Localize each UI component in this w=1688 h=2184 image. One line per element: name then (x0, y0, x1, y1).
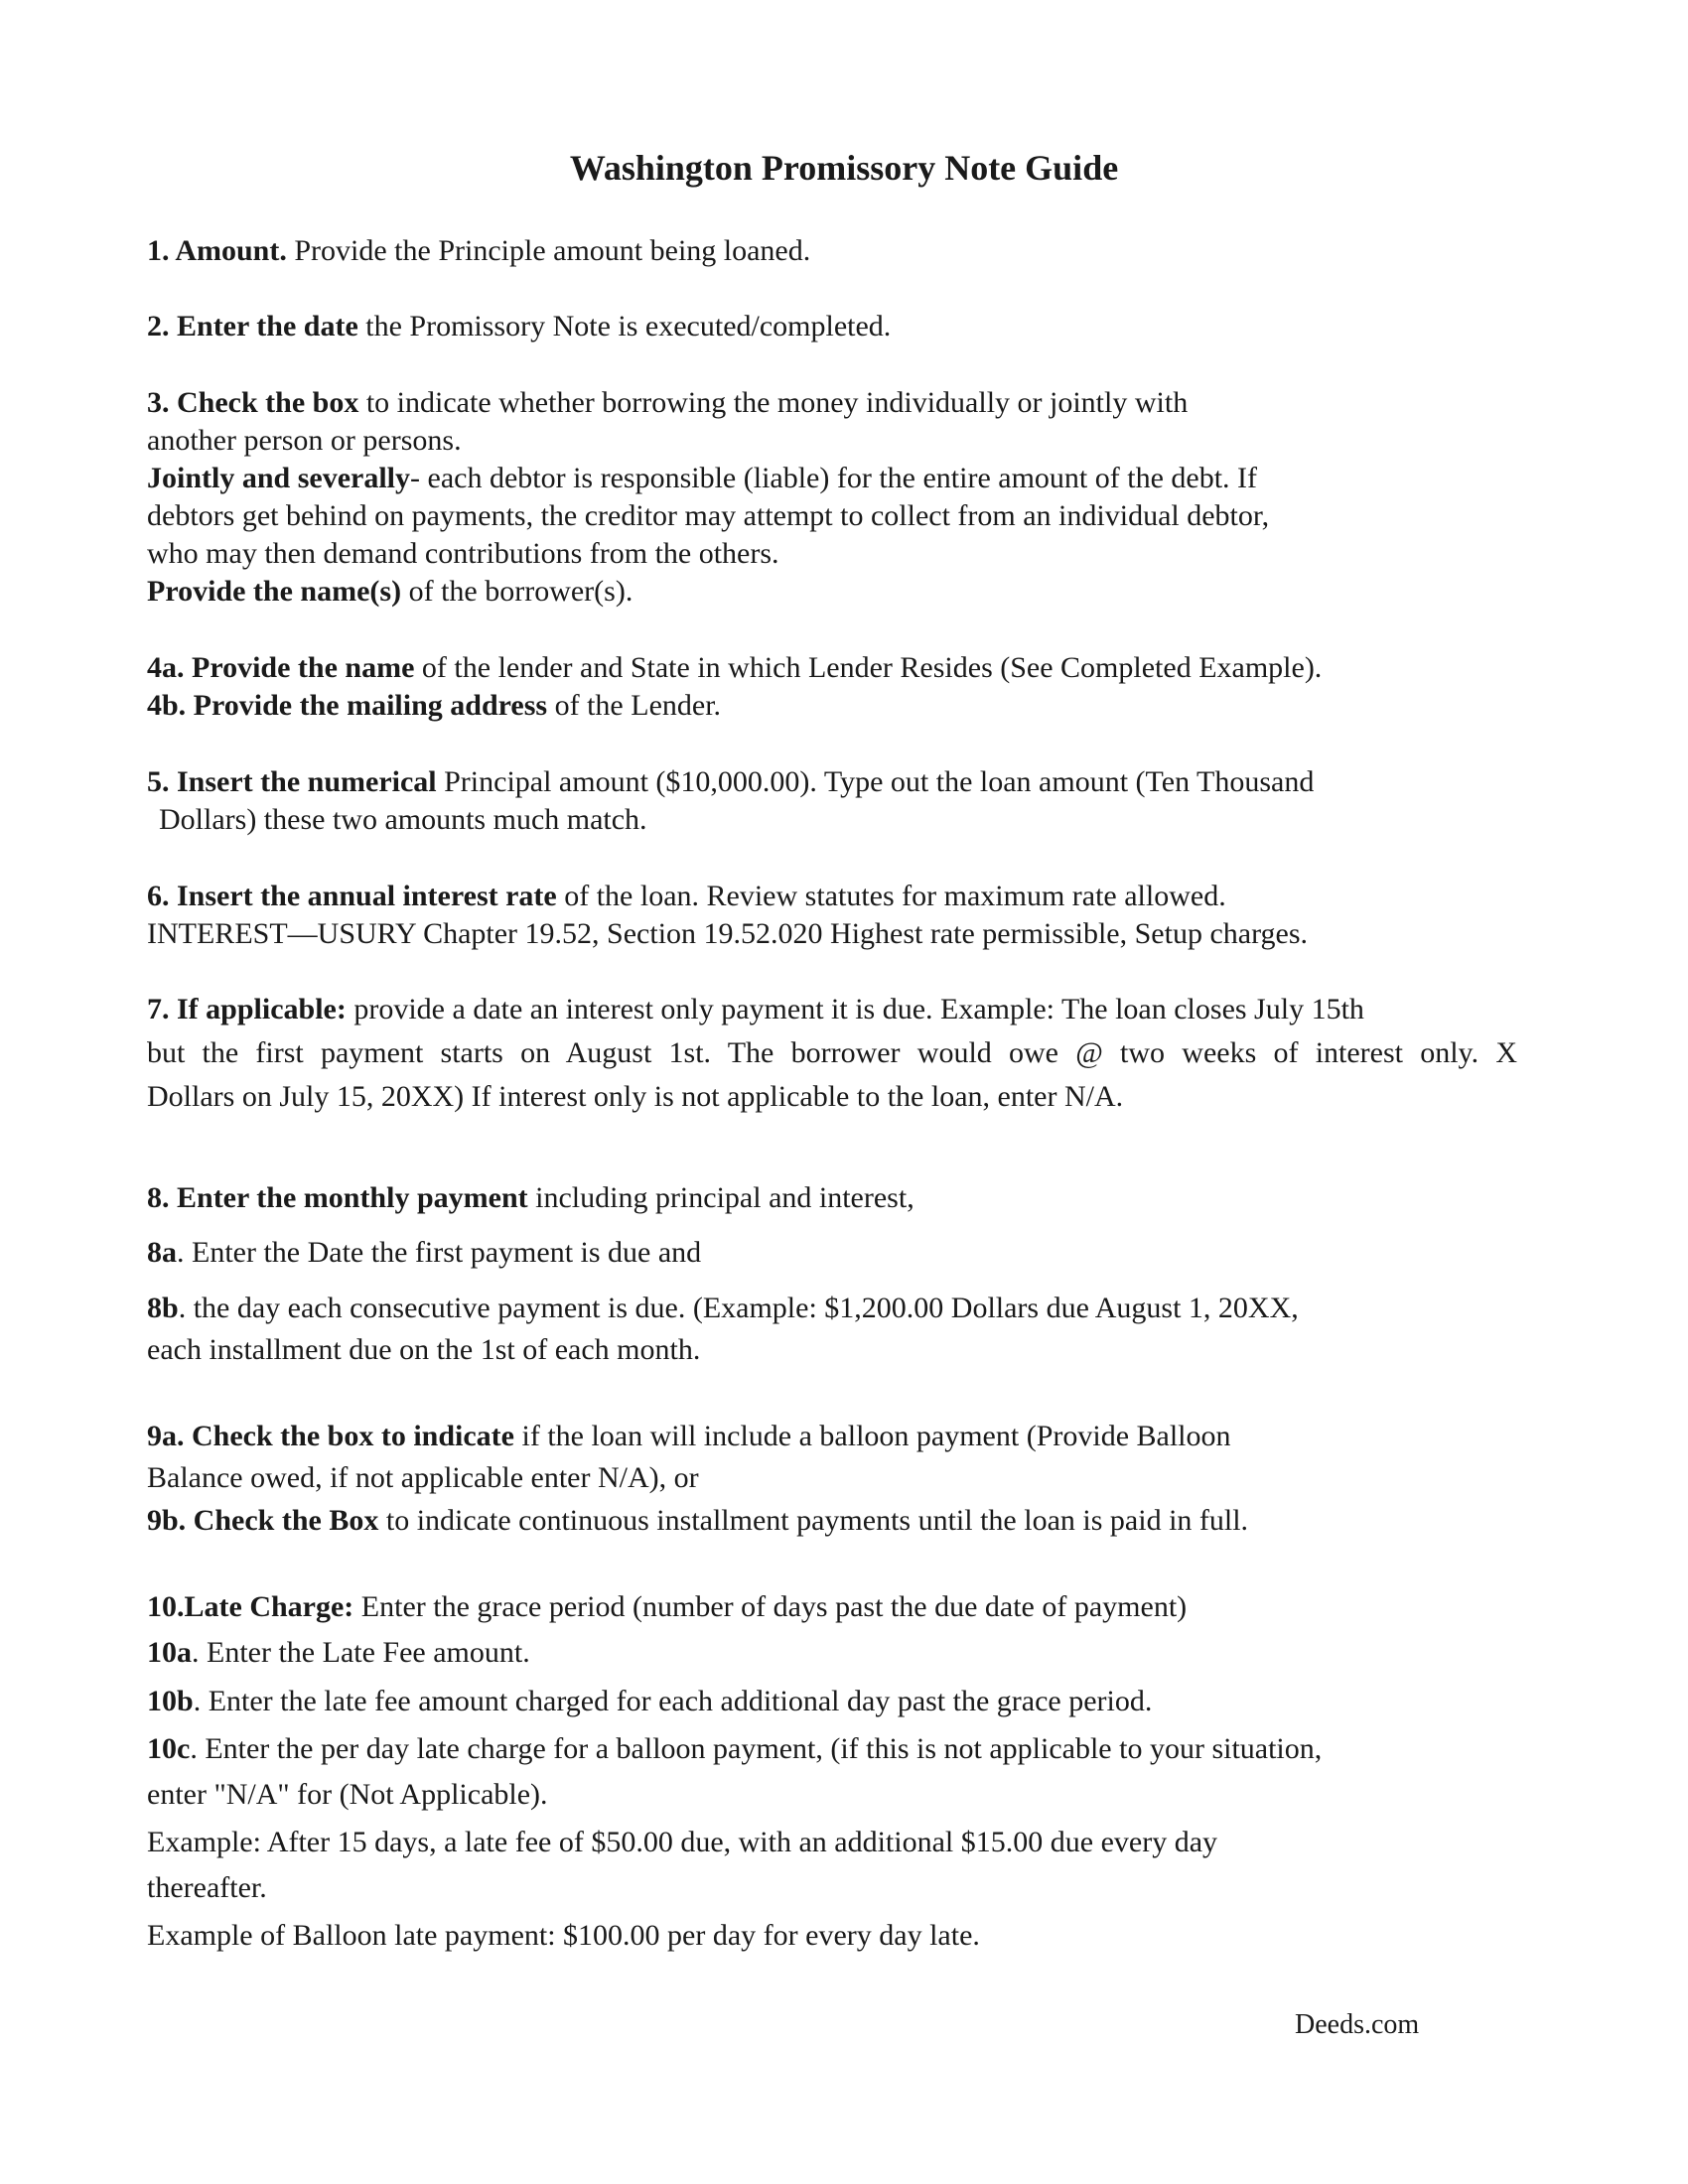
item-3-label: 3. Check the box (147, 386, 359, 419)
item-5-text: Principal amount ($10,000.00). Type out the loan amount (Ten Thousand (436, 765, 1315, 798)
item-10c-text: . Enter the per day late charge for a balloon payment, (if this is not applicable to your situation, (190, 1732, 1323, 1765)
item-7-text: provide a date an interest only payment it is due. Example: The loan closes July 15th (346, 993, 1364, 1025)
item-8-label: 8. Enter the monthly payment (147, 1181, 528, 1214)
jointly-severally-label: Jointly and severally (147, 462, 411, 494)
item-4a-label: 4a. Provide the name (147, 651, 415, 684)
item-7-line3: Dollars on July 15, 20XX) If interest only is not applicable to the loan, enter N/A. (147, 1080, 1124, 1113)
borrower-name-label: Provide the name(s) (147, 575, 402, 608)
item-3-text-line2: another person or persons. (147, 424, 462, 457)
late-fee-example-line2: thereafter. (147, 1871, 267, 1904)
item-10b-label: 10b (147, 1685, 194, 1717)
item-10c-label: 10c (147, 1732, 191, 1765)
borrower-name-line (147, 575, 633, 609)
item-10-label: 10.Late Charge: (147, 1590, 354, 1623)
item-7-line2: but the first payment starts on August 1st. The borrower would owe @ two weeks of interest only. X (147, 1036, 1517, 1069)
item-9a-label: 9a. Check the box to indicate (147, 1420, 514, 1452)
item-3-text: to indicate whether borrowing the money individually or jointly with (358, 386, 1189, 419)
item-2-label: 2. Enter the date (147, 310, 358, 342)
borrower-name-text: of the borrower(s). (401, 575, 633, 608)
item-10a-late-fee (147, 1636, 530, 1670)
item-10b-text: . Enter the late fee amount charged for each additional day past the grace period. (193, 1685, 1153, 1717)
item-7-label: 7. If applicable: (147, 993, 347, 1025)
jointly-severally-line2: debtors get behind on payments, the creditor may attempt to collect from an individual debtor, (147, 499, 1270, 532)
item-4a-lender-name (147, 651, 1322, 685)
item-4b-label: 4b. Provide the mailing address (147, 689, 548, 722)
item-1-label: 1. Amount. (147, 234, 287, 267)
item-9a-line2: Balance owed, if not applicable enter N/A), or (147, 1461, 699, 1494)
item-7-interest-only (147, 993, 1364, 1026)
item-10a-text: . Enter the Late Fee amount. (192, 1636, 530, 1669)
item-5-line2: Dollars) these two amounts much match. (159, 803, 647, 836)
item-6-line2: INTEREST—USURY Chapter 19.52, Section 19.52.020 Highest rate permissible, Setup charges. (147, 917, 1309, 950)
page-title: Washington Promissory Note Guide (569, 148, 1119, 188)
item-8a-text: . Enter the Date the first payment is due and (177, 1236, 702, 1269)
item-6-label: 6. Insert the annual interest rate (147, 880, 557, 912)
item-4b-text: of the Lender. (547, 689, 722, 722)
item-3-check-box (147, 386, 1188, 420)
item-10c-line2: enter "N/A" for (Not Applicable). (147, 1778, 548, 1811)
item-2-date (147, 310, 891, 343)
balloon-late-example: Example of Balloon late payment: $100.00 per day for every day late. (147, 1919, 980, 1952)
item-9a-balloon (147, 1420, 1231, 1453)
item-8b-consecutive-payment (147, 1292, 1299, 1325)
item-8b-label: 8b (147, 1292, 179, 1324)
jointly-severally-text: - each debtor is responsible (liable) for the entire amount of the debt. If (410, 462, 1258, 494)
item-10-late-charge (147, 1590, 1187, 1624)
late-fee-example: Example: After 15 days, a late fee of $50.00 due, with an additional $15.00 due every day (147, 1826, 1218, 1858)
item-6-interest-rate (147, 880, 1226, 913)
item-5-label: 5. Insert the numerical (147, 765, 437, 798)
jointly-severally-line (147, 462, 1257, 495)
item-5-principal (147, 765, 1314, 799)
item-8b-text: . the day each consecutive payment is due. (Example: $1,200.00 Dollars due August 1, 20XX, (178, 1292, 1299, 1324)
jointly-severally-line3: who may then demand contributions from the others. (147, 537, 779, 570)
item-1-text: Provide the Principle amount being loaned. (286, 234, 811, 267)
item-9b-label: 9b. Check the Box (147, 1504, 379, 1537)
item-10a-label: 10a (147, 1636, 192, 1669)
item-9a-text: if the loan will include a balloon payment (Provide Balloon (514, 1420, 1231, 1452)
item-10c-balloon-late (147, 1732, 1322, 1766)
footer-brand: Deeds.com (1295, 2009, 1420, 2040)
item-10-text: Enter the grace period (number of days past the due date of payment) (353, 1590, 1188, 1623)
item-2-text: the Promissory Note is executed/completed. (357, 310, 892, 342)
item-8b-line2: each installment due on the 1st of each month. (147, 1333, 701, 1366)
item-9b-installments (147, 1504, 1248, 1538)
item-8a-label: 8a (147, 1236, 177, 1269)
item-8-monthly-payment (147, 1181, 914, 1215)
item-8-text: including principal and interest, (527, 1181, 914, 1214)
item-10b-additional-fee (147, 1685, 1152, 1718)
item-9b-text: to indicate continuous installment payments until the loan is paid in full. (378, 1504, 1249, 1537)
item-6-text: of the loan. Review statutes for maximum rate allowed. (556, 880, 1226, 912)
item-1-amount (147, 234, 810, 268)
item-8a-first-payment (147, 1236, 701, 1270)
item-4a-text: of the lender and State in which Lender Resides (See Completed Example). (414, 651, 1323, 684)
item-4b-lender-address (147, 689, 721, 723)
